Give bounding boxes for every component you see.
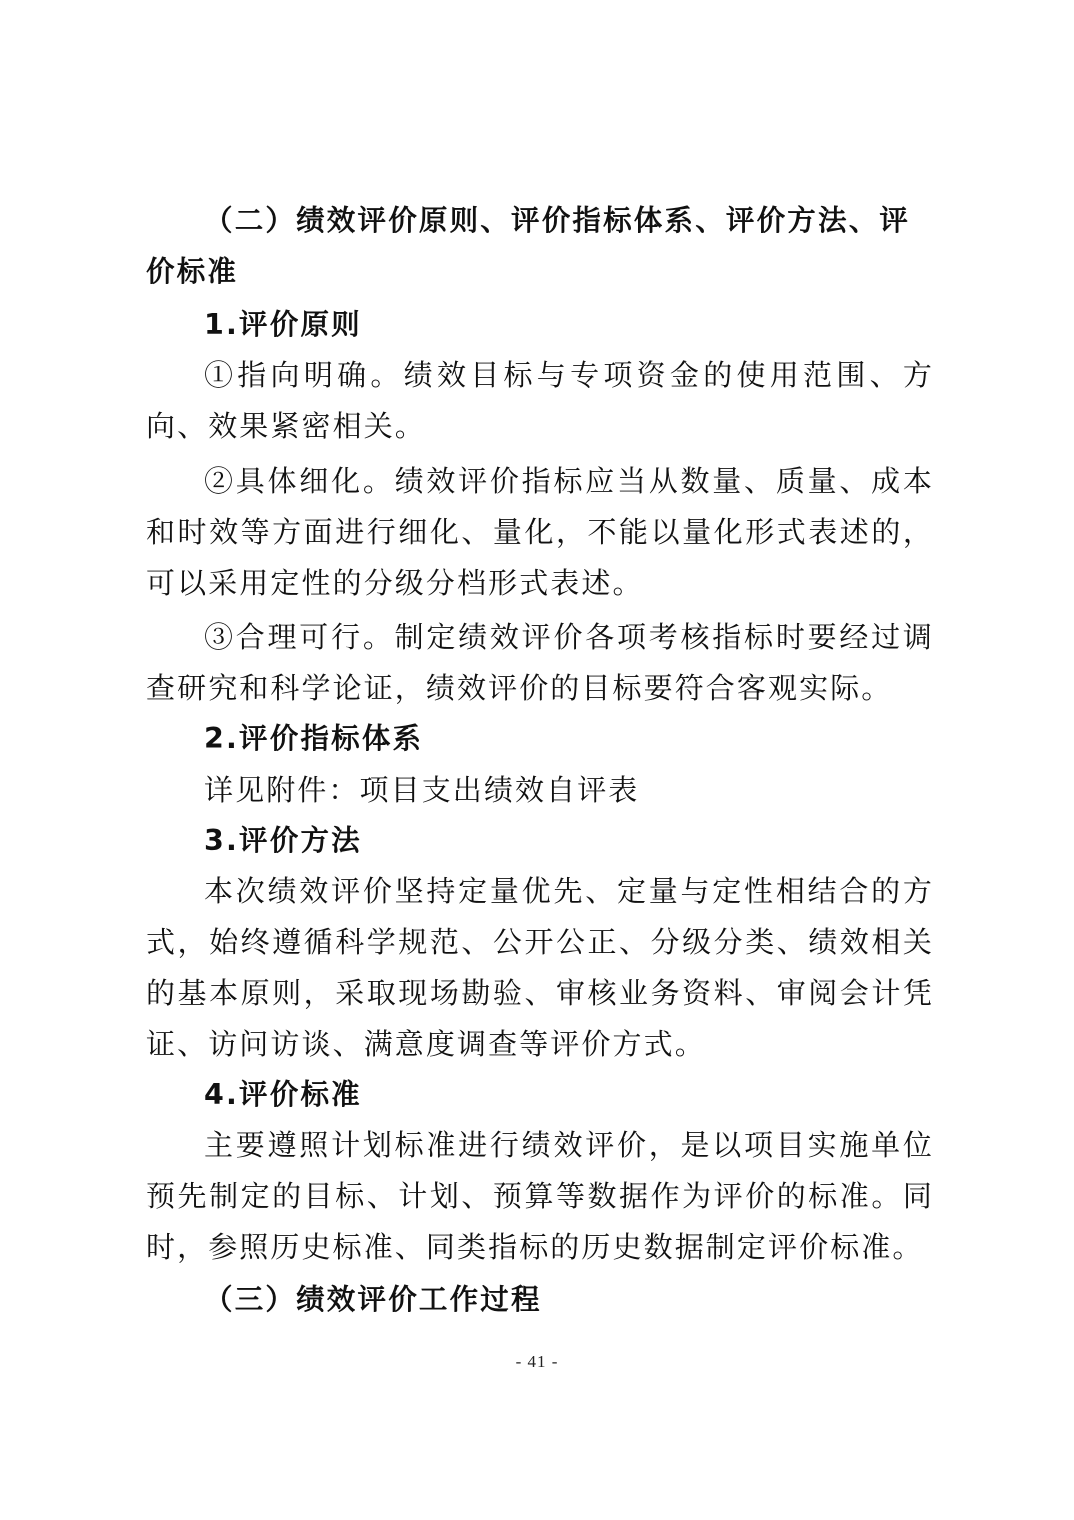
- section-heading-process: （三）绩效评价工作过程: [204, 1282, 542, 1316]
- standard-paragraph: 主要遵照计划标准进行绩效评价，是以项目实施单位预先制定的目标、计划、预算等数据作为评价的标准。同时，参照历史标准、同类指标的历史数据制定评价标准。: [146, 1128, 934, 1264]
- principle-paragraph-3: ③合理可行。制定绩效评价各项考核指标时要经过调查研究和科学论证，绩效评价的目标要符合客观实际。: [146, 620, 934, 706]
- method-paragraph: 本次绩效评价坚持定量优先、定量与定性相结合的方式，始终遵循科学规范、公开公正、分级分类、绩效相关的基本原则，采取现场勘验、审核业务资料、审阅会计凭证、访问访谈、满意度调查等评价方式。: [146, 874, 934, 1061]
- section-heading: （二）绩效评价原则、评价指标体系、评价方法、评价标准: [146, 204, 911, 288]
- principle-paragraph-2: ②具体细化。绩效评价指标应当从数量、质量、成本和时效等方面进行细化、量化，不能以量化形式表述的，可以采用定性的分级分档形式表述。: [146, 463, 934, 600]
- document-body: [146, 196, 934, 1326]
- subsection-heading-principles: 1.评价原则: [204, 307, 362, 341]
- page-number: - 41 -: [515, 1352, 559, 1371]
- indicator-paragraph: 详见附件：项目支出绩效自评表: [204, 772, 640, 807]
- subsection-heading-standard: 4.评价标准: [204, 1077, 362, 1111]
- principle-paragraph-1: ①指向明确。绩效目标与专项资金的使用范围、方向、效果紧密相关。: [146, 358, 934, 444]
- subsection-heading-indicators: 2.评价指标体系: [204, 721, 424, 755]
- subsection-heading-method: 3.评价方法: [204, 823, 362, 857]
